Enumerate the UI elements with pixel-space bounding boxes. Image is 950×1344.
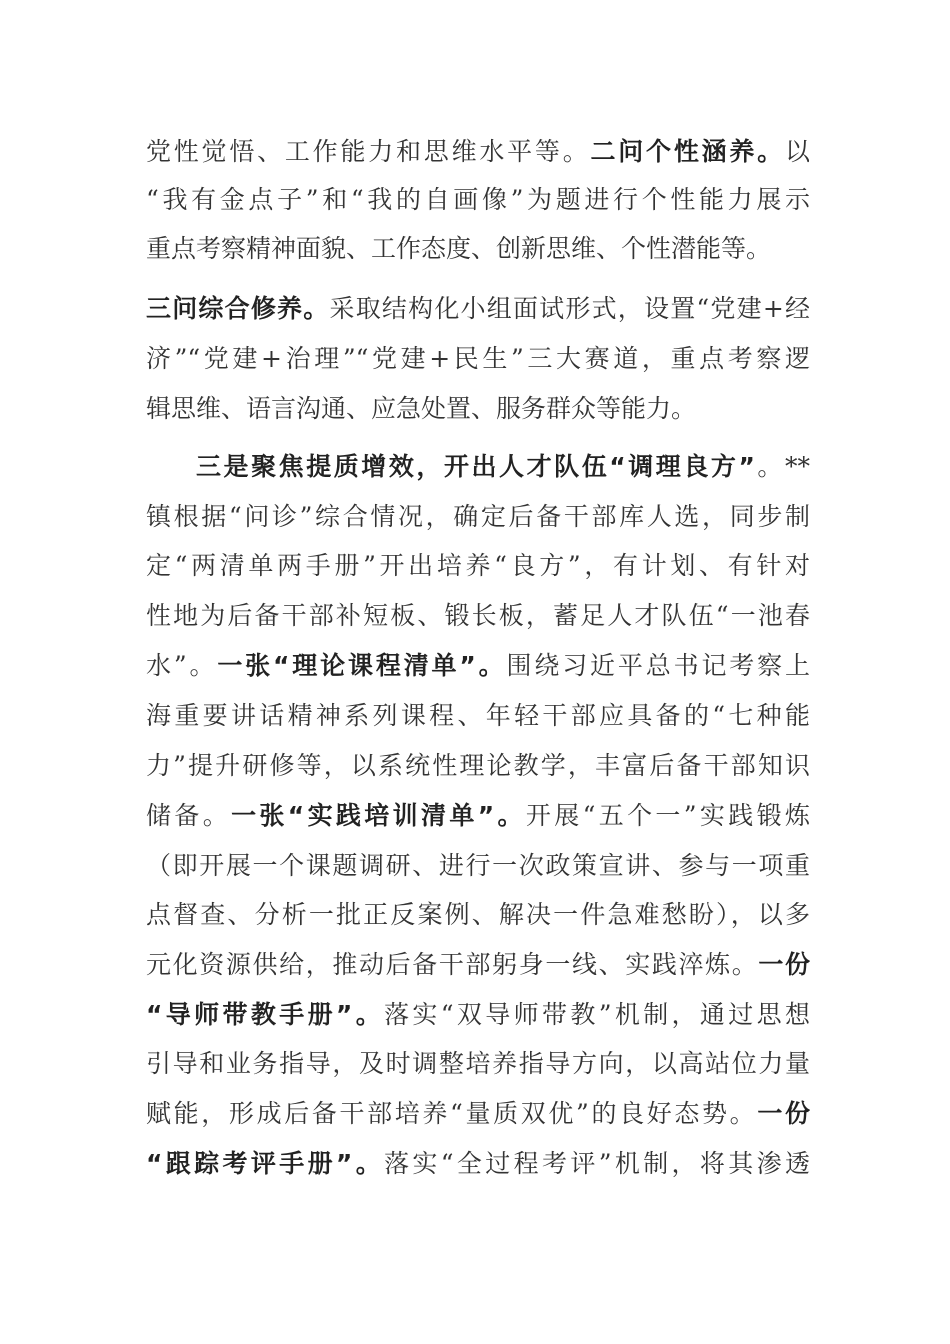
body-text: “我有金点子”和“我的自画像”为题进行个性能力展示 xyxy=(146,185,810,214)
bold-heading-text: 二问个性涵养。 xyxy=(590,137,785,166)
bold-heading-text: 三是聚焦提质增效，开出人才队伍“调理良方” xyxy=(196,452,755,481)
body-text: 海重要讲话精神系列课程、年轻干部应具备的“七种能 xyxy=(146,701,810,730)
body-text: 赋能，形成后备干部培养“量质双优”的良好态势。 xyxy=(146,1099,758,1128)
text-line xyxy=(146,546,810,586)
body-text: 辑思维、语言沟通、应急处置、服务群众等能力。 xyxy=(146,394,697,423)
text-line xyxy=(146,132,810,172)
text-line xyxy=(146,696,810,736)
text-line xyxy=(146,1094,810,1134)
text-line xyxy=(146,846,810,886)
bold-heading-text: 一张“实践培训清单”。 xyxy=(231,801,526,830)
body-text: 性地为后备干部补短板、锻长板，蓄足人才队伍“一池春 xyxy=(146,601,810,630)
text-line xyxy=(146,646,810,686)
body-text: 。** xyxy=(754,452,810,481)
body-text: 开展“五个一”实践锻炼 xyxy=(525,801,810,830)
text-line xyxy=(146,389,810,429)
body-text: 重点考察精神面貌、工作态度、创新思维、个性潜能等。 xyxy=(146,234,772,263)
bold-heading-text: “跟踪考评手册”。 xyxy=(146,1149,385,1178)
body-text: 储备。 xyxy=(146,801,232,830)
body-text: 采取结构化小组面试形式，设置“党建+经 xyxy=(329,294,810,323)
body-text: 元化资源供给，推动后备干部躬身一线、实践淬炼。 xyxy=(146,950,759,979)
body-text: （即开展一个课题调研、进行一次政策宣讲、参与一项重 xyxy=(146,851,810,880)
text-line xyxy=(146,796,810,836)
text-line xyxy=(146,497,810,537)
body-text: 围绕习近平总书记考察上 xyxy=(506,651,810,680)
text-line xyxy=(146,180,810,220)
bold-heading-text: 三问综合修养。 xyxy=(146,294,330,323)
body-text: 水”。 xyxy=(146,651,218,680)
text-line xyxy=(146,995,810,1035)
bold-heading-text: 一张“理论课程清单”。 xyxy=(217,651,507,680)
body-text: 落实“全过程考评”机制，将其渗透 xyxy=(384,1149,810,1178)
text-line xyxy=(146,746,810,786)
body-text: 定“两清单两手册”开出培养“良方”，有计划、有针对 xyxy=(146,551,810,580)
text-line xyxy=(146,945,810,985)
body-text: 党性觉悟、工作能力和思维水平等。 xyxy=(146,137,591,166)
body-text: 镇根据“问诊”综合情况，确定后备干部库人选，同步制 xyxy=(146,502,810,531)
text-line xyxy=(196,447,810,487)
text-line xyxy=(146,1144,810,1184)
body-text: 点督查、分析一批正反案例、解决一件急难愁盼），以多 xyxy=(146,900,810,929)
body-text: 济”“党建+治理”“党建+民生”三大赛道，重点考察逻 xyxy=(146,344,810,373)
bold-heading-text: “导师带教手册”。 xyxy=(146,1000,385,1029)
text-line xyxy=(146,596,810,636)
body-text: 落实“双导师带教”机制，通过思想 xyxy=(384,1000,810,1029)
text-line xyxy=(146,339,810,379)
text-line xyxy=(146,229,810,269)
text-line xyxy=(146,289,810,329)
body-text: 引导和业务指导，及时调整培养指导方向，以高站位力量 xyxy=(146,1049,810,1078)
bold-heading-text: 一份 xyxy=(757,1099,810,1128)
bold-heading-text: 一份 xyxy=(758,950,810,979)
text-line xyxy=(146,895,810,935)
body-text: 力”提升研修等，以系统性理论教学，丰富后备干部知识 xyxy=(146,751,810,780)
body-text: 以 xyxy=(784,137,810,166)
text-line xyxy=(146,1044,810,1084)
